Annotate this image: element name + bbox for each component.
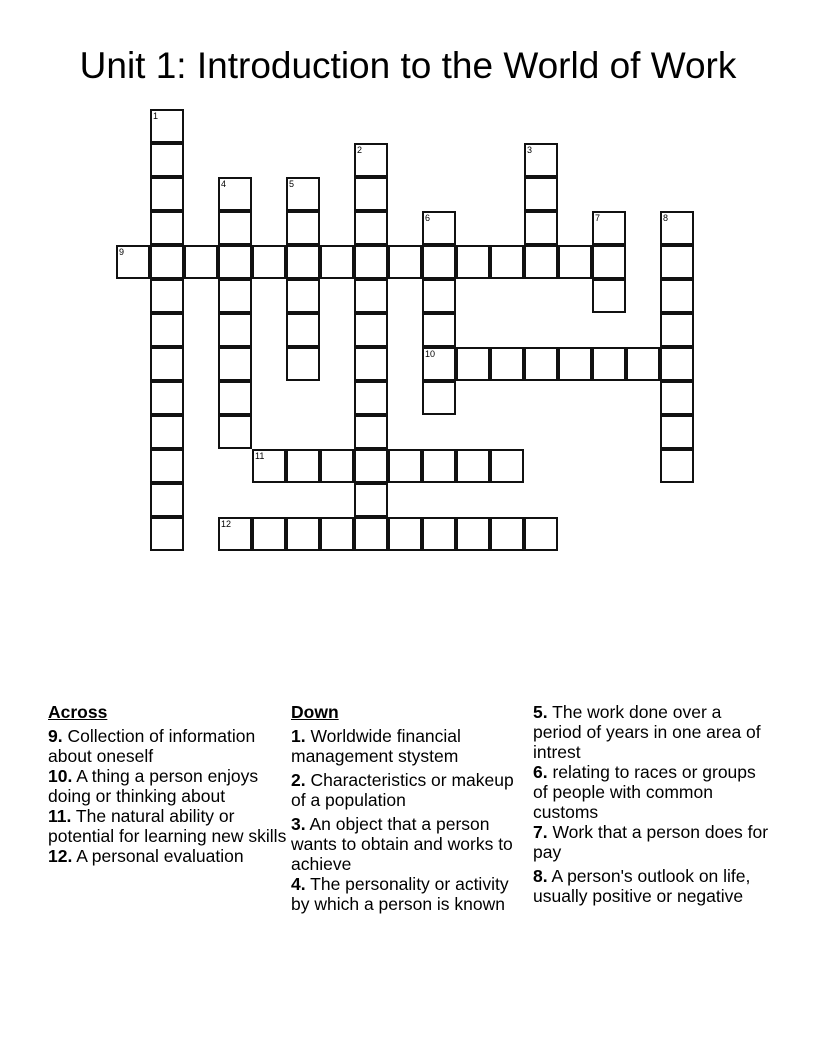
clue-text: The personality or activity by which a person is known (291, 874, 509, 914)
grid-cell[interactable] (422, 381, 456, 415)
grid-cell[interactable] (422, 347, 456, 381)
grid-cell[interactable] (218, 211, 252, 245)
clue-number: 6. (533, 762, 548, 782)
grid-cell[interactable] (354, 245, 388, 279)
grid-cell[interactable] (354, 483, 388, 517)
grid-cell[interactable] (150, 279, 184, 313)
clue-down-7 (533, 822, 773, 862)
clue-down-5 (533, 702, 773, 762)
grid-cell[interactable] (218, 347, 252, 381)
clue-number-label: 10 (425, 349, 436, 359)
grid-cell[interactable] (490, 449, 524, 483)
clue-across-10 (48, 766, 288, 806)
grid-cell[interactable] (456, 245, 490, 279)
grid-cell[interactable] (116, 245, 150, 279)
clue-number: 2. (291, 770, 306, 790)
clue-number: 4. (291, 874, 306, 894)
down-heading: Down (291, 702, 339, 722)
grid-cell[interactable] (660, 245, 694, 279)
clue-down-2 (291, 770, 531, 810)
across-heading: Across (48, 702, 108, 722)
clue-down-1 (291, 726, 531, 766)
clue-number: 1. (291, 726, 306, 746)
clue-text: The work done over a period of years in one area of intrest (533, 702, 761, 762)
grid-cell[interactable] (524, 347, 558, 381)
grid-cell[interactable] (150, 449, 184, 483)
grid-cell[interactable] (422, 211, 456, 245)
grid-cell[interactable] (354, 415, 388, 449)
grid-cell[interactable] (354, 347, 388, 381)
grid-cell[interactable] (490, 347, 524, 381)
clue-number: 7. (533, 822, 548, 842)
grid-cell[interactable] (592, 211, 626, 245)
grid-cell[interactable] (388, 517, 422, 551)
grid-cell[interactable] (660, 381, 694, 415)
grid-cell[interactable] (422, 449, 456, 483)
clue-down-8 (533, 866, 773, 906)
grid-cell[interactable] (184, 245, 218, 279)
clue-number-label: 12 (221, 519, 232, 529)
grid-cell[interactable] (218, 415, 252, 449)
grid-cell[interactable] (388, 449, 422, 483)
grid-cell[interactable] (150, 245, 184, 279)
clue-text: The natural ability or potential for learning new skills (48, 806, 287, 846)
clue-number-label: 9 (119, 247, 125, 257)
clue-number-label: 6 (425, 213, 431, 223)
grid-cell[interactable] (354, 211, 388, 245)
grid-cell[interactable] (150, 381, 184, 415)
clue-across-12 (48, 846, 288, 866)
grid-cell[interactable] (456, 449, 490, 483)
clue-down-3 (291, 814, 531, 874)
clue-number-label: 11 (255, 451, 265, 461)
clue-text: An object that a person wants to obtain and works to achieve (291, 814, 513, 874)
clue-number: 3. (291, 814, 306, 834)
grid-cell[interactable] (286, 313, 320, 347)
clue-down-6 (533, 762, 773, 822)
clue-number-label: 5 (289, 179, 295, 189)
grid-cell[interactable] (150, 415, 184, 449)
grid-cell[interactable] (592, 279, 626, 313)
grid-cell[interactable] (286, 211, 320, 245)
clue-number-label: 4 (221, 179, 227, 189)
grid-cell[interactable] (592, 347, 626, 381)
grid-cell[interactable] (592, 245, 626, 279)
clue-across-9 (48, 726, 288, 766)
grid-cell[interactable] (150, 347, 184, 381)
grid-cell[interactable] (150, 177, 184, 211)
grid-cell[interactable] (150, 109, 184, 143)
clue-number: 5. (533, 702, 548, 722)
grid-cell[interactable] (422, 279, 456, 313)
grid-cell[interactable] (252, 245, 286, 279)
grid-cell[interactable] (354, 313, 388, 347)
clue-text: relating to races or groups of people with common customs (533, 762, 756, 822)
grid-cell[interactable] (422, 517, 456, 551)
grid-cell[interactable] (286, 177, 320, 211)
grid-cell[interactable] (320, 517, 354, 551)
grid-cell[interactable] (524, 245, 558, 279)
clue-number: 9. (48, 726, 63, 746)
grid-cell[interactable] (354, 381, 388, 415)
grid-cell[interactable] (524, 211, 558, 245)
grid-cell[interactable] (150, 211, 184, 245)
grid-cell[interactable] (150, 143, 184, 177)
grid-cell[interactable] (660, 211, 694, 245)
grid-cell[interactable] (354, 143, 388, 177)
clue-number-label: 8 (663, 213, 669, 223)
clue-text: Worldwide financial management stystem (291, 726, 461, 766)
down-clues-continued (533, 702, 773, 906)
grid-cell[interactable] (524, 143, 558, 177)
grid-cell[interactable] (218, 177, 252, 211)
grid-cell[interactable] (660, 279, 694, 313)
grid-cell[interactable] (422, 245, 456, 279)
grid-cell[interactable] (286, 517, 320, 551)
grid-cell[interactable] (286, 449, 320, 483)
grid-cell[interactable] (252, 449, 286, 483)
grid-cell[interactable] (354, 517, 388, 551)
grid-cell[interactable] (354, 449, 388, 483)
grid-cell[interactable] (388, 245, 422, 279)
grid-cell[interactable] (490, 245, 524, 279)
grid-cell[interactable] (558, 245, 592, 279)
clue-number: 10. (48, 766, 73, 786)
clue-number: 12. (48, 846, 73, 866)
page-title: Unit 1: Introduction to the World of Work (79, 45, 737, 86)
clue-number-label: 3 (527, 145, 533, 155)
grid-cell[interactable] (150, 313, 184, 347)
grid-cell[interactable] (218, 381, 252, 415)
grid-cell[interactable] (660, 313, 694, 347)
grid-cell[interactable] (660, 449, 694, 483)
grid-cell[interactable] (218, 279, 252, 313)
grid-cell[interactable] (558, 347, 592, 381)
grid-cell[interactable] (422, 313, 456, 347)
grid-cell[interactable] (286, 279, 320, 313)
grid-cell[interactable] (218, 313, 252, 347)
clue-number: 8. (533, 866, 548, 886)
down-clues (291, 702, 531, 914)
grid-cell[interactable] (660, 347, 694, 381)
grid-cell[interactable] (218, 517, 252, 551)
grid-cell[interactable] (286, 245, 320, 279)
grid-cell[interactable] (150, 483, 184, 517)
clue-number-label: 2 (357, 145, 363, 155)
grid-cell[interactable] (286, 347, 320, 381)
grid-cell[interactable] (456, 517, 490, 551)
clue-text: A personal evaluation (72, 846, 244, 866)
clue-text: Collection of information about oneself (48, 726, 256, 766)
grid-cell[interactable] (320, 449, 354, 483)
clue-number: 11. (48, 806, 72, 826)
grid-cell[interactable] (456, 347, 490, 381)
grid-cell[interactable] (660, 415, 694, 449)
clue-text: Work that a person does for pay (533, 822, 769, 862)
clue-text: A person's outlook on life, usually positive or negative (533, 866, 751, 906)
grid-cell[interactable] (354, 177, 388, 211)
grid-cell[interactable] (150, 517, 184, 551)
grid-cell[interactable] (252, 517, 286, 551)
grid-cell[interactable] (490, 517, 524, 551)
clue-text: Characteristics or makeup of a population (291, 770, 514, 810)
clue-down-4 (291, 874, 531, 914)
clue-number-label: 7 (595, 213, 601, 223)
clue-number-label: 1 (153, 111, 159, 121)
grid-cell[interactable] (354, 279, 388, 313)
grid-cell[interactable] (626, 347, 660, 381)
clue-text: A thing a person enjoys doing or thinking about (48, 766, 259, 806)
grid-cell[interactable] (218, 245, 252, 279)
across-clues (48, 702, 288, 866)
grid-cell[interactable] (524, 177, 558, 211)
clue-across-11 (48, 806, 288, 846)
grid-cell[interactable] (524, 517, 558, 551)
grid-cell[interactable] (320, 245, 354, 279)
